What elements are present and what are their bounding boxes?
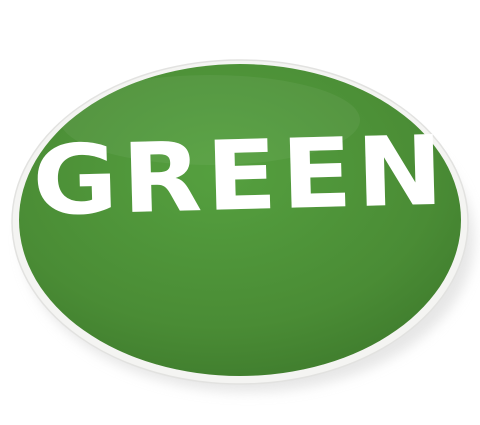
sign-label: GREEN bbox=[31, 114, 449, 238]
